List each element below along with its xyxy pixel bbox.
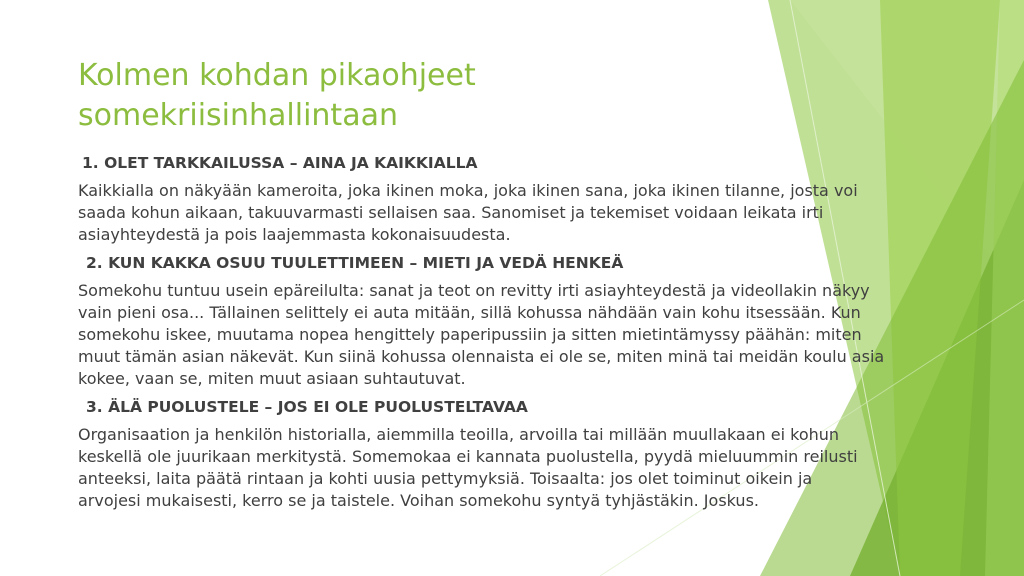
section-1-line: asiayhteydestä ja pois laajemmasta kokonaisuudesta. — [78, 225, 511, 244]
section-3-line: keskellä ole juurikaan merkitystä. Somemokaa ei kannata puolustella, pyydä mieluummin reilusti — [78, 447, 858, 466]
section-2-heading: 2. KUN KAKKA OSUU TUULETTIMEEN – MIETI JA VEDÄ HENKEÄ — [86, 254, 624, 272]
section-1-heading: 1. OLET TARKKAILUSSA – AINA JA KAIKKIALLA — [82, 154, 478, 172]
section-2-line: kokee, vaan se, miten muut asiaan suhtautuvat. — [78, 369, 466, 388]
section-3-paragraph — [78, 424, 958, 512]
section-2-line: Somekohu tuntuu usein epäreilulta: sanat ja teot on revitty irti asiayhteydestä ja videollakin näkyy — [78, 281, 870, 300]
slide-title-line-1: Kolmen kohdan pikaohjeet — [78, 58, 476, 93]
section-3-heading: 3. ÄLÄ PUOLUSTELE – JOS EI OLE PUOLUSTELTAVAA — [86, 398, 528, 416]
section-1-line: Kaikkialla on näkyään kameroita, joka ikinen moka, joka ikinen sana, joka ikinen tilanne, josta voi — [78, 181, 858, 200]
section-2-line: vain pieni osa... Tällainen selittely ei auta mitään, sillä kohussa nähdään vain kohu itsessään. Kun — [78, 303, 861, 322]
section-3-line: anteeksi, laita päätä rintaan ja kohti uusia pettymyksiä. Toisaalta: jos olet toiminut oikein ja — [78, 469, 813, 488]
slide-title-line-2: somekriisinhallintaan — [78, 98, 398, 133]
section-3-line: Organisaation ja henkilön historialla, aiemmilla teoilla, arvoilla tai millään muullakaan ei kohun — [78, 425, 840, 444]
slide-title — [78, 56, 718, 136]
section-2-line: muut tämän asian näkevät. Kun siinä kohussa olennaista ei ole se, miten minä tai meidän koulu asia — [78, 347, 885, 366]
section-1-paragraph — [78, 180, 958, 246]
section-3-line: arvojesi mukaisesti, kerro se ja taistele. Voihan somekohu syntyä tyhjästäkin. Joskus. — [78, 491, 759, 510]
section-1-line: saada kohun aikaan, takuuvarmasti sellaisen saa. Sanomiset ja tekemiset voidaan leikata irti — [78, 203, 824, 222]
slide-content — [78, 152, 958, 518]
section-2-line: somekohu iskee, muutama nopea hengittely paperipussiin ja sitten mietintämyssy päähän: miten — [78, 325, 862, 344]
section-2-paragraph — [78, 280, 958, 390]
